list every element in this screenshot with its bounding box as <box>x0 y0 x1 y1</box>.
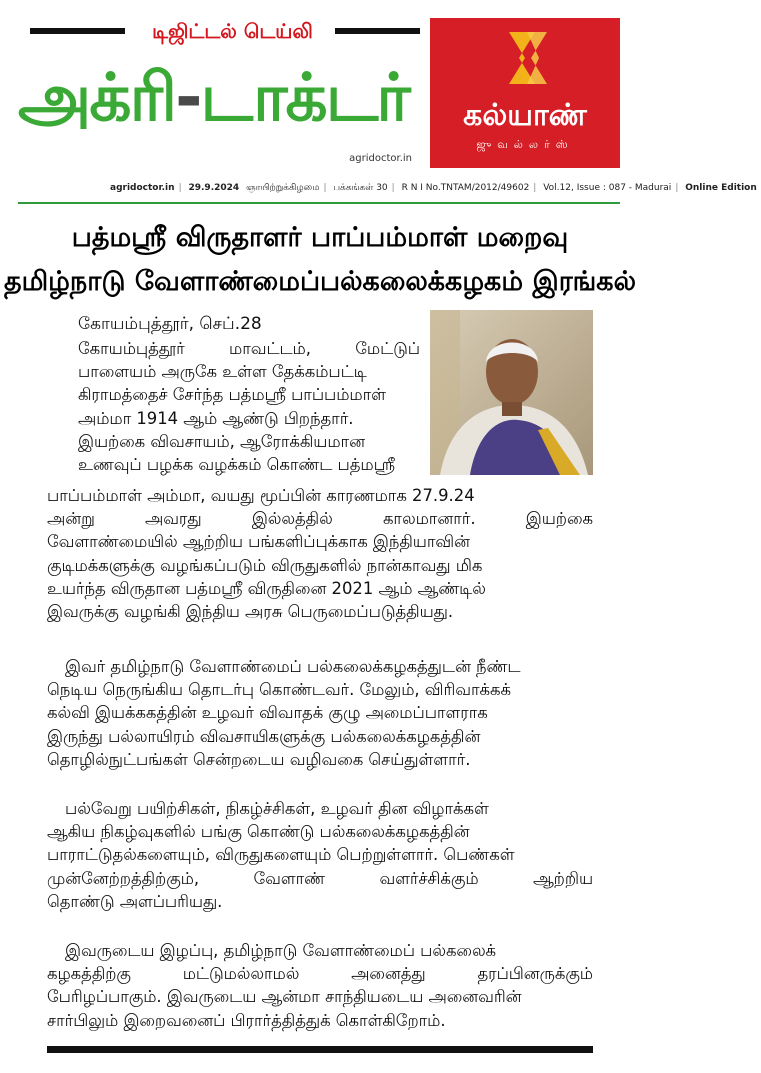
article-line <box>78 337 420 360</box>
article-dateline: கோயம்புத்தூர், செப்.28 <box>78 314 262 334</box>
article-line: இருந்து பல்லாயிரம் விவசாயிகளுக்கு பல்கலைக்கழகத்தின் <box>47 726 481 746</box>
logo-part2: டாக்டர் <box>200 59 409 136</box>
tagline: டிஜிட்டல் டெய்லி <box>152 19 313 43</box>
article-line: பேரிழப்பாகும். இவருடைய ஆன்மா சாந்தியடைய அனைவரின் <box>47 987 522 1007</box>
kalyan-logo-icon <box>505 30 549 86</box>
headline-line-2: தமிழ்நாடு வேளாண்மைப்பல்கலைக்கழகம் இரங்கல் <box>4 266 636 297</box>
article-line: இவருக்கு வழங்கி இந்திய அரசு பெருமைப்படுத்தியது. <box>47 601 454 621</box>
article-line: அம்மா 1914 ஆம் ஆண்டு பிறந்தார். <box>78 408 354 428</box>
article-line: உணவுப் பழக்க வழக்கம் கொண்ட பத்மஸ்ரீ <box>78 454 395 474</box>
article-line: கிராமத்தைச் சேர்ந்த பத்மஸ்ரீ பாப்பம்மாள் <box>78 385 386 405</box>
masthead-divider <box>18 202 620 204</box>
newspaper-logo[interactable] <box>18 48 418 148</box>
logo-url[interactable]: agridoctor.in <box>349 153 412 164</box>
article-word: அவரது <box>145 509 202 529</box>
article-line: கல்வி இயக்ககத்தின் உழவர் விவாதக் குழு அமைப்பாளராக <box>47 703 488 723</box>
article-line: நெடிய நெருங்கிய தொடர்பு கொண்டவர். மேலும், விரிவாக்கக் <box>47 680 511 700</box>
article-line <box>47 507 593 530</box>
info-site[interactable]: agridoctor.in <box>110 183 175 193</box>
info-edition: Online Edition <box>685 183 757 193</box>
logo-dash: - <box>175 59 201 136</box>
article-paragraph-1-full <box>47 484 593 623</box>
article-word: கழகத்திற்கு <box>47 964 131 984</box>
article-word: வளர்ச்சிக்கும் <box>379 868 479 888</box>
article-word: மேட்டுப் <box>355 339 420 358</box>
article-line: ஆகிய நிகழ்வுகளில் பங்கு கொண்டு பல்கலைக்கழகத்தின் <box>47 822 470 842</box>
article-word: இயற்கை <box>525 509 593 529</box>
article-paragraph-4 <box>47 939 593 1032</box>
article-paragraph-1-wrapped <box>78 337 420 476</box>
masthead <box>0 0 757 205</box>
article-word: அன்று <box>47 509 95 529</box>
sponsor-subtitle: ஜுவல்லர்ஸ் <box>476 138 574 151</box>
article-line: பாளையம் அருகே உள்ள தேக்கம்பட்டி <box>78 362 367 382</box>
article-word: அனைத்து <box>351 964 426 984</box>
article-line: வேளாண்மையில் ஆற்றிய பங்களிப்புக்காக இந்தியாவின் <box>47 532 470 552</box>
article-line: இவர் தமிழ்நாடு வேளாண்மைப் பல்கலைக்கழகத்துடன் நீண்ட <box>65 657 521 676</box>
article-line: குடிமக்களுக்கு வழங்கப்படும் விருதுகளில் நான்காவது மிக <box>47 555 483 575</box>
info-rni: R N I No.TNTAM/2012/49602 <box>401 183 530 193</box>
article-word: ஆற்றிய <box>532 868 593 888</box>
article-line: இயற்கை விவசாயம், ஆரோக்கியமான <box>78 431 366 451</box>
article-word: முன்னேற்றத்திற்கும், <box>47 868 200 888</box>
info-pages: பக்கங்கள் 30 <box>333 183 388 193</box>
sponsor-name: கல்யாண் <box>463 98 587 133</box>
info-date: 29.9.2024 <box>188 183 240 193</box>
article-paragraph-2 <box>47 655 593 771</box>
article-paragraph-3 <box>47 797 593 913</box>
sponsor-ad[interactable] <box>430 18 620 168</box>
article-word: தரப்பினருக்கும் <box>477 964 593 984</box>
article-line: இவருடைய இழப்பு, தமிழ்நாடு வேளாண்மைப் பல்கலைக் <box>65 941 497 960</box>
info-volume: Vol.12, Issue : 087 - Madurai <box>543 183 672 193</box>
tagline-row <box>30 18 420 44</box>
issue-info-bar: agridoctor.in | 29.9.2024 ஞாயிற்றுக்கிழமை | பக்கங்கள் 30 | R N I No.TNTAM/2012/49602 | Vol.12, Issue : 087 - Madurai | Online Edition <box>110 180 630 196</box>
portrait-photo <box>430 310 593 475</box>
article-word: இல்லத்தில் <box>251 509 333 529</box>
portrait-photo-icon <box>430 310 593 475</box>
article-line: தொண்டு அளப்பரியது. <box>47 891 223 911</box>
article-line: உயர்ந்த விருதான பத்மஸ்ரீ விருதினை 2021 ஆம் ஆண்டில் <box>47 578 486 598</box>
tagline-rule-right <box>335 28 420 34</box>
article-line <box>47 962 593 985</box>
article-line: பாப்பம்மாள் அம்மா, வயது மூப்பின் காரணமாக 27.9.24 <box>47 486 475 505</box>
article-word: காலமானார். <box>382 509 476 529</box>
article-line: பாராட்டுதல்களையும், விருதுகளையும் பெற்றுள்ளார். பெண்கள் <box>47 845 515 865</box>
article-line: சார்பிலும் இறைவனைப் பிரார்த்தித்துக் கொள்கிறோம். <box>47 1010 446 1030</box>
article-line: பல்வேறு பயிற்சிகள், நிகழ்ச்சிகள், உழவர் தின விழாக்கள் <box>65 799 489 818</box>
headline-line-1: பத்மஸ்ரீ விருதாளர் பாப்பம்மாள் மறைவு <box>71 222 569 253</box>
article-line <box>47 867 593 890</box>
tagline-rule-left <box>30 28 125 34</box>
article-word: மாவட்டம், <box>229 339 311 358</box>
article-word: மட்டுமல்லாமல் <box>182 964 300 984</box>
article-bottom-rule <box>47 1046 593 1053</box>
info-day: ஞாயிற்றுக்கிழமை <box>246 183 320 193</box>
article-word: வேளாண் <box>253 868 326 888</box>
logo-part1: அக்ரி <box>18 59 176 136</box>
article-word: கோயம்புத்தூர் <box>78 339 185 358</box>
article-line: தொழில்நுட்பங்கள் சென்றடைய வழிவகை செய்துள்ளார். <box>47 749 471 769</box>
